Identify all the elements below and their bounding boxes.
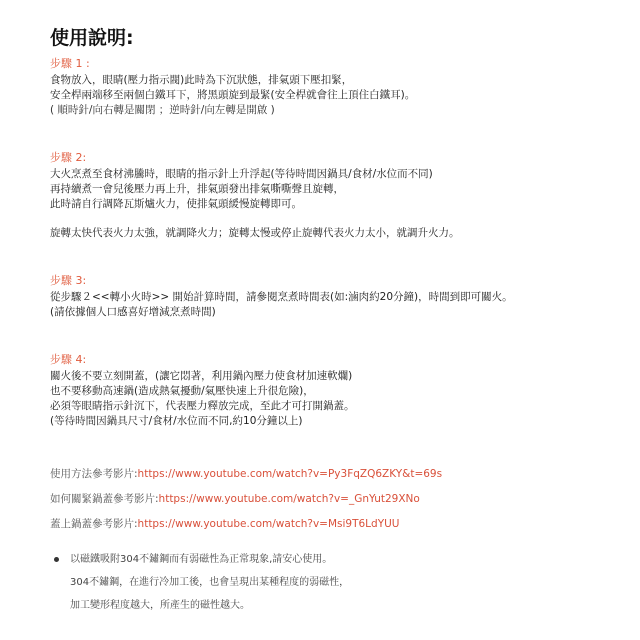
reference-row-cover-lid [50,517,610,531]
bullet-dot-icon [54,557,59,562]
magnet-note-line-1: 304不鏽鋼，在進行冷加工後，也會呈現出某種程度的弱磁性， [70,577,350,588]
step-1-line-2: 安全桿兩端移至兩個白鐵耳下，將黑頭旋到最緊(安全桿就會往上頂住白鐵耳)。 [50,89,416,101]
reference-label-close-lid: 如何關緊鍋蓋參考影片: [50,493,159,505]
magnet-note [50,553,610,613]
instructions-page [50,26,610,613]
step-2-label: 步驟 2: [50,151,87,164]
reference-label-cover-lid: 蓋上鍋蓋參考影片: [50,518,138,530]
reference-label-usage: 使用方法參考影片: [50,468,138,480]
reference-link-cover-lid[interactable]: https://www.youtube.com/watch?v=Msi9T6LdYUU [137,518,400,530]
step-2 [50,150,610,241]
step-2-line-2: 再持續煮一會兒後壓力再上升，排氣頭發出排氣嘶嘶聲且旋轉， [50,183,344,195]
reference-row-usage [50,467,610,481]
step-2-line-3: 此時請自行調降瓦斯爐火力，使排氣頭緩慢旋轉即可。 [50,198,302,210]
reference-row-close-lid [50,492,610,506]
magnet-note-line-2: 加工變形程度越大，所產生的磁性越大。 [70,600,250,611]
step-4-line-1: 關火後不要立刻開蓋，(讓它悶著，利用鍋內壓力使食材加速軟爛) [50,370,353,382]
step-4-line-2: 也不要移動高速鍋(造成熱氣擾動/氣壓快速上升很危險)， [50,385,314,397]
step-4 [50,352,610,429]
step-2-extra: 旋轉太快代表火力太強，就調降火力；旋轉太慢或停止旋轉代表火力太小，就調升火力。 [50,227,460,239]
step-3-line-1: 從步驟２<<轉小火時>> 開始計算時間，請參閱烹煮時間表(如:滷肉約20分鐘)，時間到即可關火。 [50,291,513,303]
reference-videos [50,467,610,531]
step-1-label: 步驟 1 : [50,57,90,70]
magnet-note-text: 以磁鐵吸附304不鏽鋼而有弱磁性為正常現象,請安心使用。 [70,554,333,565]
step-4-line-3: 必須等眼睛指示針沉下，代表壓力釋放完成，至此才可打開鍋蓋。 [50,400,355,412]
step-4-line-4: (等待時間因鍋具尺寸/食材/水位而不同,約10分鐘以上) [50,415,303,427]
step-3 [50,273,610,320]
page-title: 使用說明: [50,27,134,49]
step-3-line-2: (請依據個人口感喜好增減烹煮時間) [50,306,216,318]
step-2-line-1: 大火烹煮至食材沸騰時，眼睛的指示針上升浮起(等待時間因鍋具/食材/水位而不同) [50,168,433,180]
step-1-line-3: ( 順時針/向右轉是關閉 ；逆時針/向左轉是開啟 ) [50,104,275,116]
step-1 [50,56,610,118]
step-1-line-1: 食物放入，眼睛(壓力指示閥)此時為下沉狀態，排氣頭下壓扣緊， [50,74,353,86]
step-4-label: 步驟 4: [50,353,87,366]
step-3-label: 步驟 3: [50,274,87,287]
reference-link-close-lid[interactable]: https://www.youtube.com/watch?v=_GnYut29XNo [158,493,420,505]
magnet-note-bullet [50,553,610,567]
reference-link-usage[interactable]: https://www.youtube.com/watch?v=Py3FqZQ6ZKY&t=69s [137,468,443,480]
